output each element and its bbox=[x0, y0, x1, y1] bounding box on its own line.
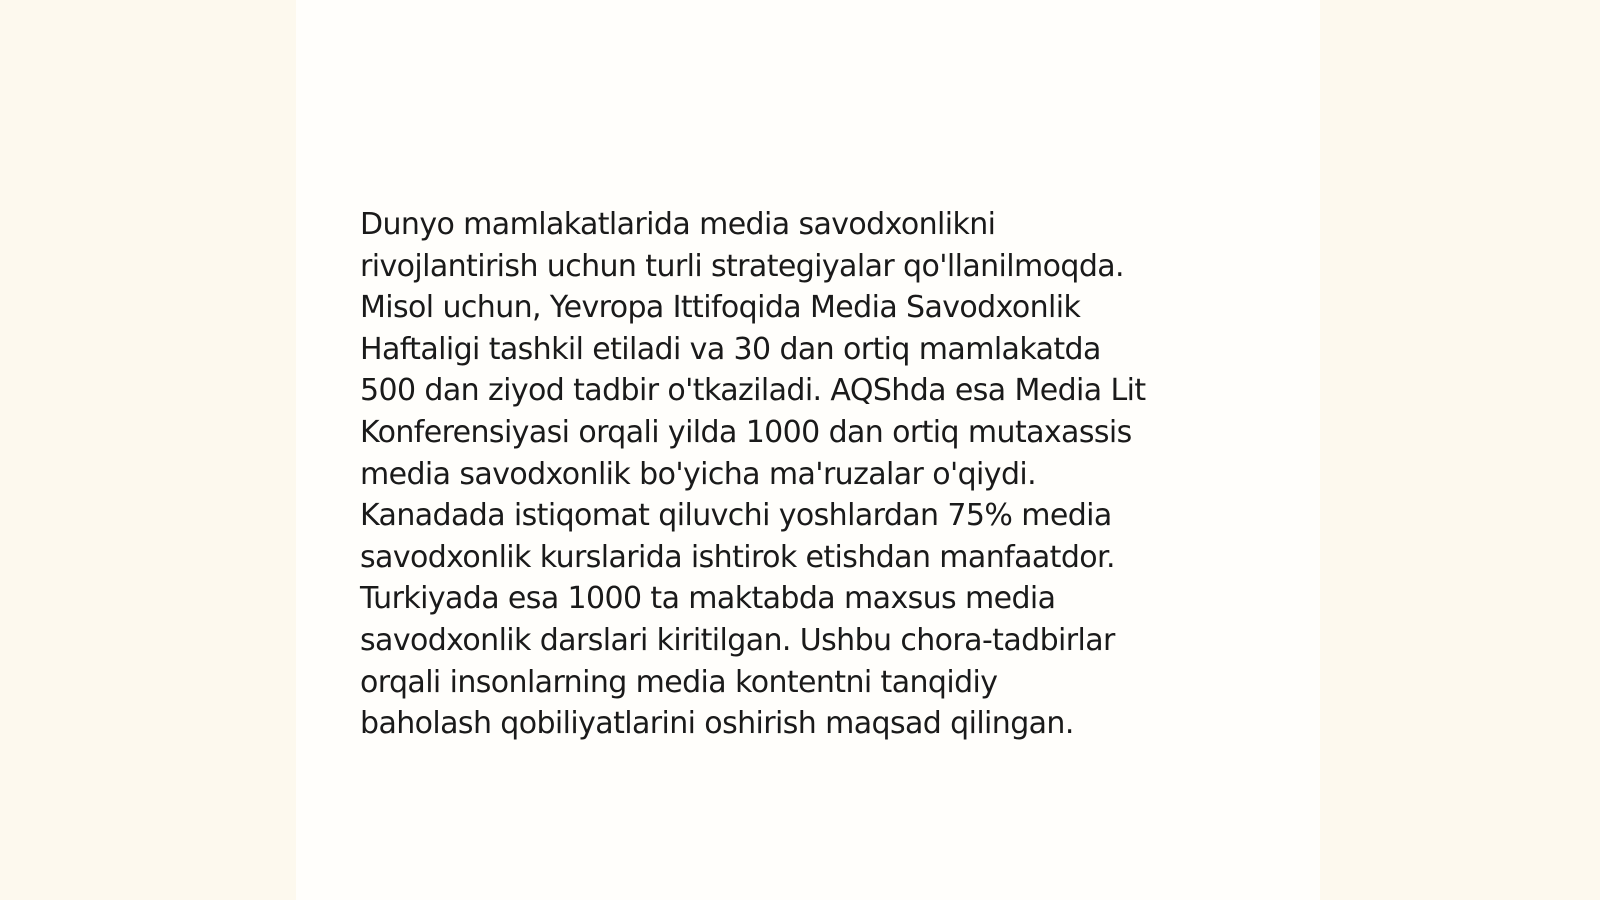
paragraph-line: baholash qobiliyatlarini oshirish maqsad qilingan. bbox=[360, 706, 1074, 742]
paragraph-line: 500 dan ziyod tadbir o'tkaziladi. AQShda esa Media Lit bbox=[360, 373, 1146, 409]
paragraph-line: rivojlantirish uchun turli strategiyalar qo'llanilmoqda. bbox=[360, 248, 1124, 284]
paragraph-line: orqali insonlarning media kontentni tanqidiy bbox=[360, 664, 998, 700]
paragraph-line: Kanadada istiqomat qiluvchi yoshlardan 75% media bbox=[360, 498, 1112, 534]
paragraph-line: Konferensiyasi orqali yilda 1000 dan ortiq mutaxassis bbox=[360, 414, 1132, 450]
document-page bbox=[296, 0, 1320, 900]
paragraph-line: savodxonlik kurslarida ishtirok etishdan manfaatdor. bbox=[360, 539, 1115, 575]
paragraph-line: Misol uchun, Yevropa Ittifoqida Media Savodxonlik bbox=[360, 290, 1081, 326]
paragraph-line: Turkiyada esa 1000 ta maktabda maxsus media bbox=[360, 581, 1056, 617]
paragraph-line: Haftaligi tashkil etiladi va 30 dan ortiq mamlakatda bbox=[360, 331, 1101, 367]
paragraph-line: Dunyo mamlakatlarida media savodxonlikni bbox=[360, 207, 996, 242]
paragraph-line: media savodxonlik bo'yicha ma'ruzalar o'qiydi. bbox=[360, 456, 1037, 492]
body-paragraph bbox=[360, 204, 1260, 745]
paragraph-line: savodxonlik darslari kiritilgan. Ushbu chora-tadbirlar bbox=[360, 622, 1115, 658]
